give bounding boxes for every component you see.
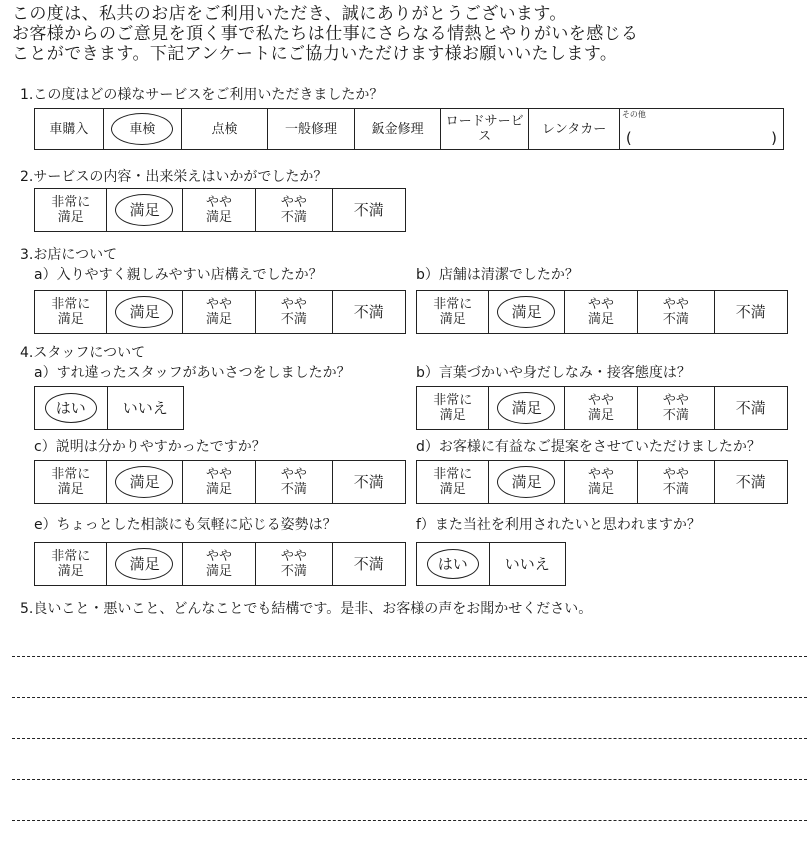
scale-somewhat-satisfied[interactable]: やや 満足 — [565, 461, 638, 503]
q1-option-general-repair[interactable]: 一般修理 — [268, 109, 356, 149]
scale-somewhat-satisfied[interactable]: やや 満足 — [565, 387, 638, 429]
scale-very-satisfied[interactable]: 非常に 満足 — [35, 291, 107, 333]
scale-satisfied[interactable]: 満足 — [489, 461, 564, 503]
q4a-yes-no — [34, 386, 184, 430]
scale-somewhat-satisfied[interactable]: やや 満足 — [183, 461, 256, 503]
scale-very-satisfied[interactable]: 非常に 満足 — [35, 189, 107, 231]
q3-label: 3.お店について — [20, 247, 118, 263]
scale-somewhat-dissatisfied[interactable]: やや 不満 — [256, 543, 332, 585]
scale-somewhat-dissatisfied[interactable]: やや 不満 — [256, 189, 332, 231]
option-yes[interactable]: はい — [35, 387, 108, 429]
scale-dissatisfied[interactable]: 不満 — [735, 398, 766, 417]
q4b-scale — [416, 386, 788, 430]
q1-options — [34, 108, 784, 150]
comment-line-1[interactable] — [12, 656, 807, 657]
scale-satisfied[interactable]: 満足 — [107, 461, 182, 503]
scale-somewhat-satisfied[interactable]: やや 満足 — [565, 291, 638, 333]
q2-label: 2.サービスの内容・出来栄えはいかがでしたか？ — [20, 169, 328, 185]
q4a-label: a）すれ違ったスタッフがあいさつをしましたか？ — [34, 365, 351, 381]
scale-somewhat-satisfied[interactable]: やや 満足 — [183, 543, 256, 585]
scale-dissatisfied[interactable]: 不満 — [735, 472, 766, 491]
comment-line-3[interactable] — [12, 738, 807, 739]
q4e-label: e）ちょっとした相談にも気軽に応じる姿勢は？ — [34, 517, 337, 533]
comment-line-4[interactable] — [12, 779, 807, 780]
intro-line-1: この度は、私共のお店をご利用いただき、誠にありがとうございます。 — [12, 4, 567, 24]
q1-option-rental-car[interactable]: レンタカー — [529, 109, 620, 149]
comment-line-2[interactable] — [12, 697, 807, 698]
intro-line-2: お客様からのご意見を頂く事で私たちは仕事にさらなる情熱とやりがいを感じる — [12, 24, 639, 44]
q4d-scale — [416, 460, 788, 504]
q1-label: 1.この度はどの様なサービスをご利用いただきましたか？ — [20, 87, 384, 103]
scale-somewhat-satisfied[interactable]: やや 満足 — [183, 189, 256, 231]
scale-dissatisfied[interactable]: 不満 — [353, 554, 384, 573]
q4-label: 4.スタッフについて — [20, 345, 146, 361]
scale-dissatisfied[interactable]: 不満 — [353, 472, 384, 491]
q3b-scale — [416, 290, 788, 334]
comment-line-5[interactable] — [12, 820, 807, 821]
q4b-label: b）言葉づかいや身だしなみ・接客態度は？ — [416, 365, 691, 381]
q4e-scale — [34, 542, 406, 586]
q3b-label: b）店舗は清潔でしたか？ — [416, 267, 579, 283]
scale-very-satisfied[interactable]: 非常に 満足 — [35, 543, 107, 585]
option-yes[interactable]: はい — [417, 543, 490, 585]
q3a-scale — [34, 290, 406, 334]
option-no[interactable]: いいえ — [504, 554, 550, 573]
scale-very-satisfied[interactable]: 非常に 満足 — [417, 291, 489, 333]
q4c-label: c）説明は分かりやすかったですか？ — [34, 439, 266, 455]
q2-scale — [34, 188, 406, 232]
scale-somewhat-dissatisfied[interactable]: やや 不満 — [638, 387, 714, 429]
scale-somewhat-dissatisfied[interactable]: やや 不満 — [256, 291, 332, 333]
scale-dissatisfied[interactable]: 不満 — [353, 302, 384, 321]
scale-very-satisfied[interactable]: 非常に 満足 — [417, 461, 489, 503]
scale-dissatisfied[interactable]: 不満 — [735, 302, 766, 321]
q1-option-inspection[interactable]: 点検 — [182, 109, 268, 149]
q1-option-road-service[interactable]: ロードサービス — [441, 109, 530, 149]
intro-line-3: ことができます。下記アンケートにご協力いただけます様お願いいたします。 — [12, 44, 618, 64]
scale-satisfied[interactable]: 満足 — [107, 291, 182, 333]
q4f-yes-no — [416, 542, 566, 586]
scale-somewhat-satisfied[interactable]: やや 満足 — [183, 291, 256, 333]
q1-option-sheet-metal[interactable]: 鈑金修理 — [355, 109, 441, 149]
other-label: その他 — [621, 110, 646, 119]
scale-somewhat-dissatisfied[interactable]: やや 不満 — [638, 461, 714, 503]
scale-satisfied[interactable]: 満足 — [489, 387, 564, 429]
scale-dissatisfied[interactable]: 不満 — [353, 200, 384, 219]
scale-satisfied[interactable]: 満足 — [107, 189, 182, 231]
scale-very-satisfied[interactable]: 非常に 満足 — [35, 461, 107, 503]
q1-option-other[interactable]: その他 ( ) — [621, 110, 778, 147]
q1-option-shaken[interactable]: 車検 — [104, 109, 183, 149]
q4c-scale — [34, 460, 406, 504]
q4d-label: d）お客様に有益なご提案をさせていただけましたか？ — [416, 439, 761, 455]
option-no[interactable]: いいえ — [122, 398, 168, 417]
q1-option-car-purchase[interactable]: 車購入 — [35, 109, 104, 149]
q3a-label: a）入りやすく親しみやすい店構えでしたか？ — [34, 267, 323, 283]
scale-somewhat-dissatisfied[interactable]: やや 不満 — [638, 291, 714, 333]
scale-satisfied[interactable]: 満足 — [107, 543, 182, 585]
scale-somewhat-dissatisfied[interactable]: やや 不満 — [256, 461, 332, 503]
scale-satisfied[interactable]: 満足 — [489, 291, 564, 333]
q5-label: 5.良いこと・悪いこと、どんなことでも結構です。是非、お客様の声をお聞かせください。 — [20, 601, 593, 617]
intro-text — [12, 4, 638, 64]
scale-very-satisfied[interactable]: 非常に 満足 — [417, 387, 489, 429]
q4f-label: f）また当社を利用されたいと思われますか？ — [416, 517, 701, 533]
